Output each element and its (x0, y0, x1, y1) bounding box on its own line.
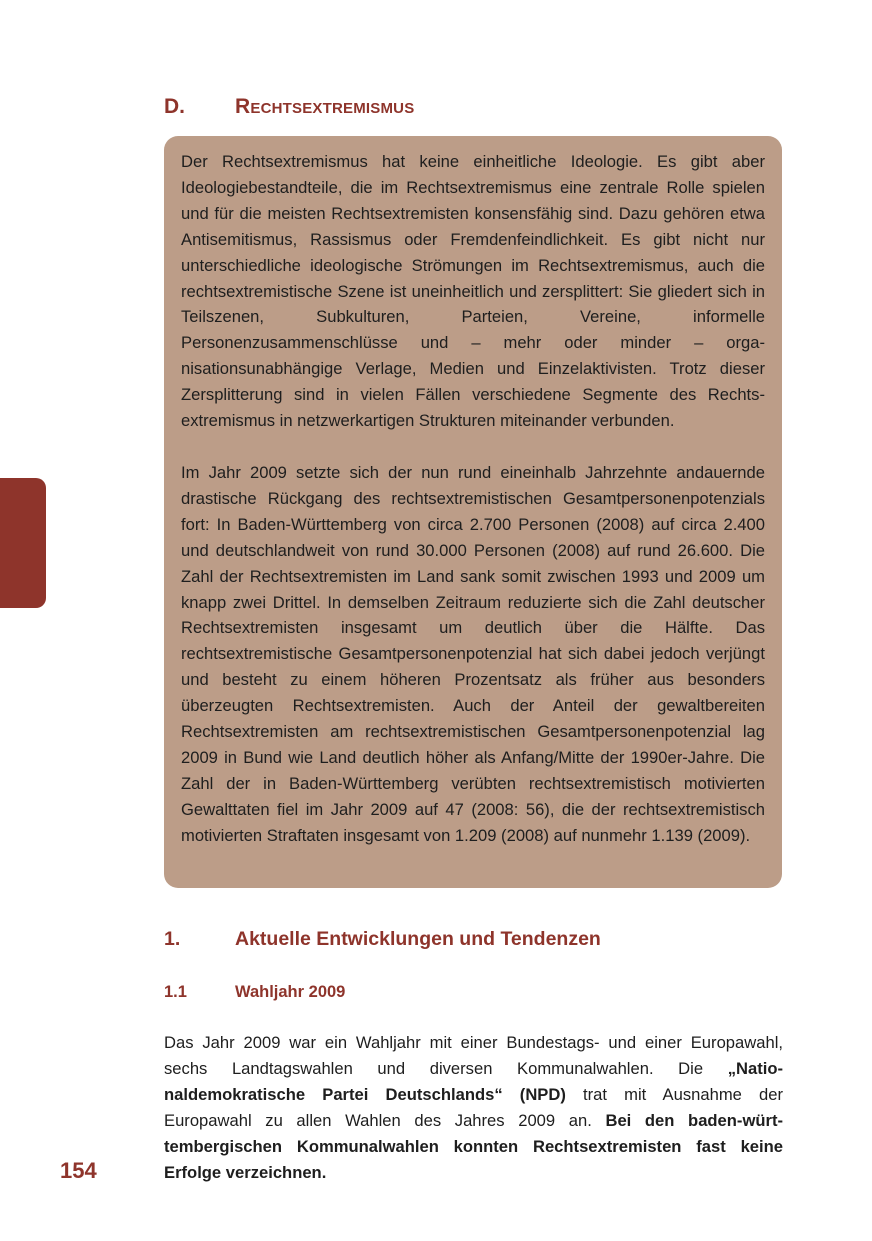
body-paragraph (164, 1030, 783, 1185)
chapter-number: D. (164, 95, 185, 118)
body-bold-conclusion: Bei den baden-württembergischen Kommunalwahlen konnten Rechtsextremisten fast keine Erfolge verzeichnen. (164, 1110, 784, 1182)
chapter-title: Rechtsextremismus (235, 95, 415, 118)
section-heading-1 (164, 927, 784, 951)
intro-paragraph-1: Der Rechtsextremismus hat keine einheitliche Ideologie. Es gibt aber Ideologiebestandteile, die im Rechtsextremismus eine zentrale Rolle spielen und für die meisten Rechtsextremisten konsensfähig sind. Dazu gehören etwa Antisemitismus, Rassismus oder Fremdenfeindlichkeit. Es gibt nicht nur unterschiedliche ideologische Strömungen im Rechtsextremismus, auch die rechtsextremistische Szene ist uneinheitlich und zersplittert: Sie gliedert sich in Teilszenen, Subkulturen, Parteien, Vereine, informelle Personenzusammenschlüsse und – mehr oder minder – organisationsunabhängige Verlage, Medien und Einzelaktivisten. Trotz dieser Zersplitterung sind in vielen Fällen verschiedene Segmente des Rechtsextremismus in netzwerkartigen Strukturen miteinander verbunden. (181, 152, 765, 431)
intro-summary-box (164, 136, 782, 888)
chapter-side-tab (0, 478, 46, 608)
intro-paragraph-2: Im Jahr 2009 setzte sich der nun rund eineinhalb Jahrzehnte andauernde drastische Rückgang des rechtsextremistischen Gesamtpersonenpotenzials fort: In Baden-Württemberg von circa 2.700 Personen (2008) auf circa 2.400 und deutschlandweit von rund 30.000 Personen (2008) auf rund 26.600. Die Zahl der Rechtsextremisten im Land sank somit zwischen 1993 und 2009 um knapp zwei Drittel. In demselben Zeitraum reduzierte sich die Zahl deutscher Rechtsextremisten insgesamt um deutlich über die Hälfte. Das rechtsextremistische Gesamtpersonenpotenzial hat sich dabei jedoch verjüngt und besteht zu einem höheren Prozentsatz als früher aus besonders überzeugten Rechtsextremisten. Auch der Anteil der gewaltbereiten Rechtsextremisten am rechtsextremistischen Gesamtpersonenpotenzial lag 2009 in Bund wie Land deutlich höher als Anfang/Mitte der 1990er-Jahre. Die Zahl der in Baden-Württemberg verübten rechtsextremistisch motivierten Gewalttaten fiel im Jahr 2009 auf 47 (2008: 56), die der rechtsextremistisch motivierten Straftaten insgesamt von 1.209 (2008) auf nunmehr 1.139 (2009). (181, 462, 765, 845)
npd-party-name: „Nationaldemokratische Partei Deutschlands“ (NPD) (164, 1058, 783, 1104)
subsection-title: Wahljahr 2009 (235, 983, 346, 1001)
chapter-heading (164, 94, 784, 120)
subsection-heading-1-1 (164, 982, 784, 1002)
section-number: 1. (164, 928, 181, 950)
page-number: 154 (60, 1158, 97, 1183)
subsection-number: 1.1 (164, 983, 187, 1001)
body-text-2: trat mit Ausnahme der Europawahl zu allen Wahlen des Jahres 2009 an. (164, 1084, 784, 1130)
body-text-1: Das Jahr 2009 war ein Wahljahr mit einer Bundestags- und einer Europawahl, sechs Landtagswahlen und diversen Kommunalwahlen. Die (164, 1033, 783, 1078)
section-title: Aktuelle Entwicklungen und Tendenzen (235, 928, 601, 950)
